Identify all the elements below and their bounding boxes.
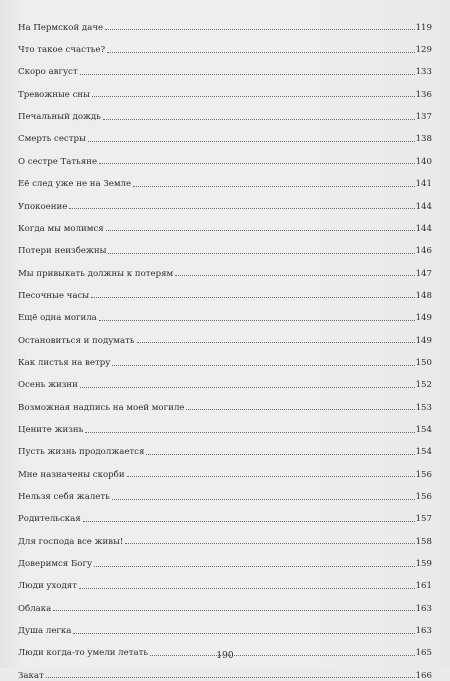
toc-entry xyxy=(18,166,432,188)
toc-entry-title: Скоро август xyxy=(18,67,78,78)
toc-entry xyxy=(18,345,432,367)
toc-entry-page: 146 xyxy=(415,246,432,257)
page-number: 190 xyxy=(216,651,234,661)
toc-dot-leader xyxy=(105,29,414,30)
toc-dot-leader xyxy=(106,230,415,231)
toc-dot-leader xyxy=(80,74,415,75)
toc-entry-title: Облака xyxy=(18,603,52,614)
toc-entry xyxy=(18,435,432,457)
toc-entry-title: Пусть жизнь продолжается xyxy=(18,447,145,458)
toc-entry-title: Как листья на ветру xyxy=(18,357,111,368)
toc-dot-leader xyxy=(53,610,414,611)
toc-entry-title: Ещё одна могила xyxy=(18,313,97,324)
toc-dot-leader xyxy=(88,141,415,142)
toc-entry-title: Возможная надпись на моей могиле xyxy=(18,402,185,413)
toc-dot-leader xyxy=(125,543,414,544)
toc-entry xyxy=(18,77,432,99)
toc-entry-title: Тревожные сны xyxy=(18,89,91,100)
toc-entry xyxy=(18,211,432,233)
toc-entry-title: Смерть сестры xyxy=(18,134,86,145)
toc-entry-page: 156 xyxy=(415,491,432,502)
toc-dot-leader xyxy=(137,342,415,343)
toc-entry-page: 150 xyxy=(415,357,432,368)
toc-entry-title: Что такое счастье? xyxy=(18,45,106,56)
toc-entry-page: 154 xyxy=(415,424,432,435)
toc-dot-leader xyxy=(91,297,415,298)
toc-entry xyxy=(18,368,432,390)
toc-dot-leader xyxy=(83,521,415,522)
toc-entry-page: 119 xyxy=(415,22,432,33)
toc-entry xyxy=(18,32,432,54)
toc-entry-page: 141 xyxy=(415,179,432,190)
toc-entry-page: 133 xyxy=(415,67,432,78)
toc-entry-title: Доверимся Богу xyxy=(18,559,93,569)
toc-entry-page: 159 xyxy=(415,559,432,569)
toc-entry-title: О сестре Татьяне xyxy=(18,156,98,167)
toc-entry xyxy=(18,502,432,524)
toc-dot-leader xyxy=(94,566,415,567)
toc-dot-leader xyxy=(69,208,414,209)
toc-entry-page: 156 xyxy=(415,469,432,480)
toc-entry-title: Нельзя себя жалеть xyxy=(18,491,110,502)
toc-entry xyxy=(18,233,432,255)
toc-entry-page: 163 xyxy=(415,626,432,637)
toc-dot-leader xyxy=(186,409,414,410)
toc-entry xyxy=(18,479,432,501)
toc-dot-leader xyxy=(133,186,415,187)
toc-dot-leader xyxy=(175,275,414,276)
toc-dot-leader xyxy=(146,454,414,455)
toc-entry-title: Потери неизбежны xyxy=(18,246,107,257)
toc-entry-title: Родительская xyxy=(18,514,81,525)
toc-entry-page: 138 xyxy=(415,134,432,145)
toc-entry xyxy=(18,390,432,412)
toc-entry-page: 152 xyxy=(415,380,432,391)
toc-entry xyxy=(18,591,432,613)
toc-entry xyxy=(18,457,432,479)
toc-dot-leader xyxy=(79,588,415,589)
toc-entry xyxy=(18,300,432,322)
toc-entry xyxy=(18,189,432,211)
toc-entry-page: 147 xyxy=(415,268,432,279)
toc-entry-page: 153 xyxy=(415,402,432,413)
toc-entry-page: 165 xyxy=(415,648,432,659)
toc-entry-title: Её след уже не на Земле xyxy=(18,179,132,190)
toc-entry xyxy=(18,278,432,300)
toc-entry-page: 166 xyxy=(415,670,432,681)
toc-dot-leader xyxy=(99,320,415,321)
toc-entry-title: Мне назначены скорби xyxy=(18,469,125,480)
toc-entry xyxy=(18,569,432,591)
toc-entry-page: 161 xyxy=(415,581,432,592)
toc-entry-title: Песочные часы xyxy=(18,290,90,301)
toc-entry-page: 163 xyxy=(415,603,432,614)
toc-dot-leader xyxy=(46,677,415,678)
toc-entry-title: Закат xyxy=(18,670,44,681)
toc-entry xyxy=(18,256,432,278)
toc-entry-page: 158 xyxy=(415,536,432,547)
toc-entry xyxy=(18,658,432,680)
toc-entry-title: Для господа все живы! xyxy=(18,536,124,547)
toc-dot-leader xyxy=(107,52,414,53)
toc-entry-title: Осень жизни xyxy=(18,380,78,391)
toc-entry-page: 136 xyxy=(415,89,432,100)
toc-entry xyxy=(18,99,432,121)
toc-dot-leader xyxy=(127,476,415,477)
toc-entry xyxy=(18,546,432,568)
toc-entry-page: 144 xyxy=(415,201,432,212)
toc-entry xyxy=(18,144,432,166)
toc-entry xyxy=(18,10,432,32)
toc-entry-title: Когда мы молимся xyxy=(18,223,104,234)
toc-entry-title: Мы привыкать должны к потерям xyxy=(18,268,174,279)
toc-entry xyxy=(18,122,432,144)
toc-entry-title: Упокоение xyxy=(18,201,68,212)
toc-entry xyxy=(18,524,432,546)
toc-entry-title: Остановиться и подумать xyxy=(18,335,135,346)
toc-dot-leader xyxy=(92,96,415,97)
toc-entry xyxy=(18,55,432,77)
toc-entry-page: 149 xyxy=(415,313,432,324)
toc-dot-leader xyxy=(108,253,414,254)
toc-entry-page: 144 xyxy=(415,223,432,234)
toc-entry xyxy=(18,613,432,635)
toc-dot-leader xyxy=(85,432,414,433)
toc-dot-leader xyxy=(80,387,415,388)
toc-entry-title: Люди когда-то умели летать xyxy=(18,648,149,659)
toc-entry-page: 154 xyxy=(415,447,432,458)
toc-entry-title: Люди уходят xyxy=(18,581,77,592)
toc-dot-leader xyxy=(99,163,415,164)
toc-entry-page: 157 xyxy=(415,514,432,525)
toc-dot-leader xyxy=(112,499,415,500)
toc-entry-page: 129 xyxy=(415,45,432,56)
toc-entry-page: 137 xyxy=(415,112,432,123)
toc-entry-title: На Пермской даче xyxy=(18,22,104,33)
toc-entry-page: 140 xyxy=(415,156,432,167)
toc-entry-page: 149 xyxy=(415,335,432,346)
toc-dot-leader xyxy=(73,633,414,634)
toc-dot-leader xyxy=(103,119,415,120)
toc-entry-page: 148 xyxy=(415,290,432,301)
toc-entry xyxy=(18,412,432,434)
table-of-contents xyxy=(18,10,432,680)
toc-entry-title: Цените жизнь xyxy=(18,424,84,435)
toc-dot-leader xyxy=(112,365,414,366)
toc-entry xyxy=(18,323,432,345)
toc-entry-title: Печальный дождь xyxy=(18,112,101,123)
toc-entry-title: Душа легка xyxy=(18,626,72,637)
